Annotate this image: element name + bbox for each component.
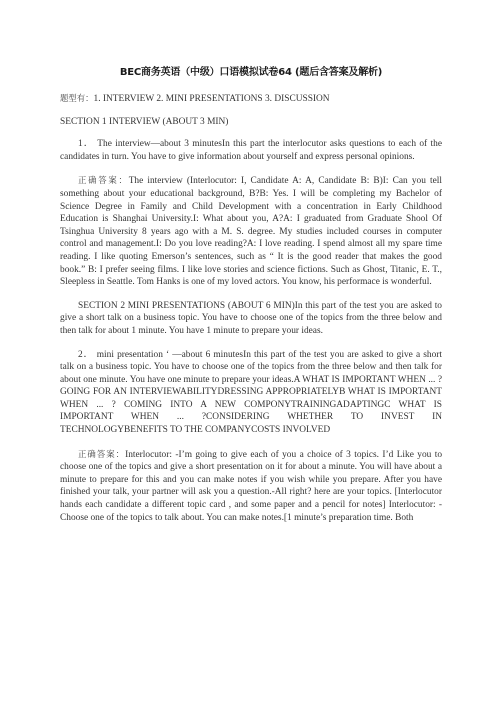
question-2: 2． mini presentation ‘ —about 6 minutesIn this part of the test you are asked to give a short talk on a business topic. You have to choose one of the topics from the three below and then talk for about one minute. You have one minute to prepare your ideas.A WHAT IS IMPORTANT WHEN ... ? GOING FOR AN INTERVIEWABILITYDRESSING APPROPRIATELYB WHAT IS IMPORTANT WHEN ... ? COMING INTO A NEW COMPONYTRAININGADAPTINGC WHAT IS IMPORTANT WHEN ... ?CONSIDERING WHETHER TO INVEST IN TECHNOLOGYBENEFITS TO THE COMPANYCOSTS INVOLVED xyxy=(60,349,442,436)
answer-1-text: The interview (Interlocutor: I, Candidate A: A, Candidate B: B)I: Can you tell something about your educational background, B?B: Yes. I will be completing my Bachelor of Science Degree in Family and Child Development with a concentration in Early Childhood Education is Shanghai University.I: What about you, A?A: I graduated from Graduate Shool Of Tsinghua University 8 years ago with a M. S. degree. My studies included courses in computer control and management.I: Do you love reading?A: I love reading. I spend almost all my spare time reading. I like quoting Emerson’s sentences, such as “ It is the good reader that makes the good book.” B: I prefer seeing films. I like love stories and science fictions. Such as Ghost, Titanic, E. T., Sleepless in Seattle. Tom Hanks is one of my loved actors. You know, his performace is wonderful. xyxy=(60,176,442,288)
answer-1 xyxy=(60,174,442,288)
answer-2-text: Interlocutor: -I’m going to give each of you a choice of 3 topics. I’d Like you to choose one of the topics and give a short presentation on it for about a minute. You will have about a minute to prepare for this and you can make notes if you wish while you prepare. After you have finished your talk, your partner will ask you a question.-All right? here are your topics. [Interlocutor hands each candidate a different topic card , and some paper and a pencil for notes] Interlocutor: -Choose one of the topics to talk about. You can make notes.[1 minute’s preparation time. Both xyxy=(60,449,443,523)
document-title: BEC商务英语（中级）口语模拟试卷64 (题后含答案及解析) xyxy=(119,67,383,78)
question-types-text: 1. INTERVIEW 2. MINI PRESENTATIONS 3. DISCUSSION xyxy=(93,94,330,104)
question-types xyxy=(60,92,442,106)
section1-heading: SECTION 1 INTERVIEW (ABOUT 3 MIN) xyxy=(60,116,229,127)
section2-intro: SECTION 2 MINI PRESENTATIONS (ABOUT 6 MIN)In this part of the test you are asked to give a short talk on a business topic. You have to choose one of the topics from the three below and then talk for about 1 minute. You have 1 minute to prepare your ideas. xyxy=(60,300,442,336)
answer-2-label: 正确答案： xyxy=(78,448,126,459)
question-1: 1． The interview—about 3 minutesIn this part the interlocutor asks questions to each of the candidates in turn. You have to give information about yourself and express personal opinions. xyxy=(60,139,442,162)
answer-1-label: 正确答案： xyxy=(78,175,129,186)
answer-2 xyxy=(60,448,442,525)
question-types-label: 题型有： xyxy=(60,93,94,103)
